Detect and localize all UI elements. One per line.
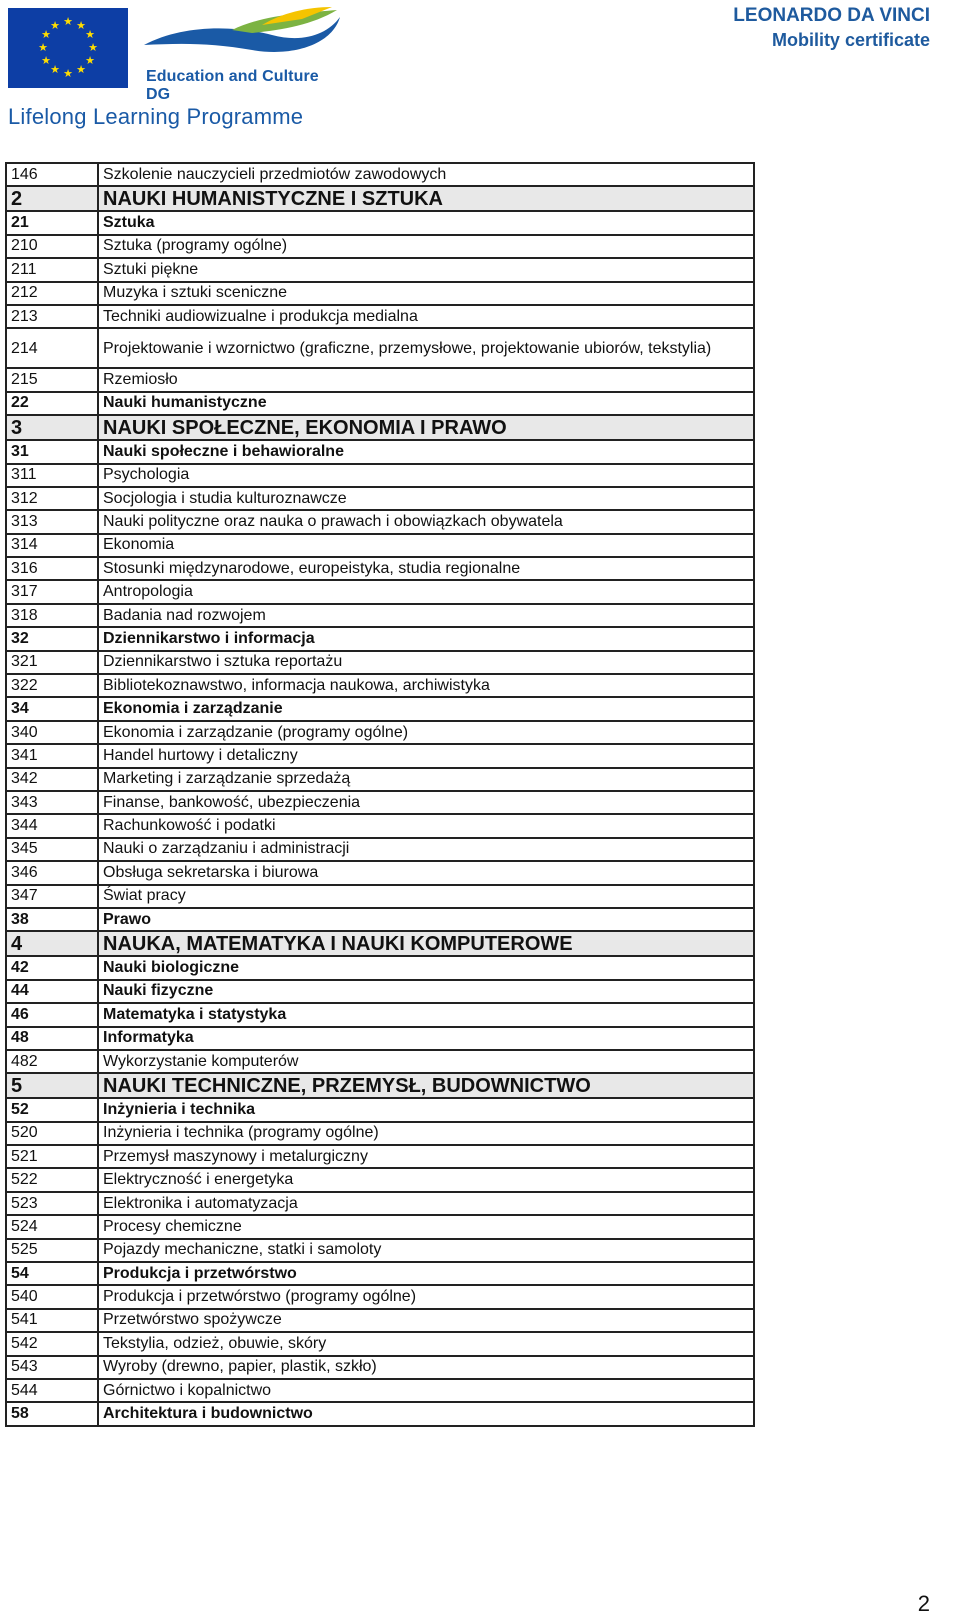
- row-code: 524: [6, 1215, 98, 1238]
- row-code: 344: [6, 814, 98, 837]
- row-label: Górnictwo i kopalnictwo: [98, 1379, 754, 1402]
- table-row: [6, 674, 754, 697]
- table-row: [6, 604, 754, 627]
- row-code: 32: [6, 627, 98, 650]
- table-row: [6, 697, 754, 720]
- row-code: 3: [6, 415, 98, 440]
- table-row: [6, 1050, 754, 1073]
- table-row: [6, 791, 754, 814]
- row-code: 543: [6, 1356, 98, 1379]
- certificate-title: [733, 4, 930, 52]
- row-label: Socjologia i studia kulturoznawcze: [98, 487, 754, 510]
- row-code: 22: [6, 392, 98, 415]
- row-code: 5: [6, 1073, 98, 1098]
- table-body: [6, 163, 754, 1426]
- table-row: [6, 1332, 754, 1355]
- row-label: Pojazdy mechaniczne, statki i samoloty: [98, 1239, 754, 1262]
- row-code: 4: [6, 931, 98, 956]
- table-row: [6, 1098, 754, 1121]
- row-label: Matematyka i statystyka: [98, 1003, 754, 1026]
- llp-label: Lifelong Learning Programme: [8, 104, 304, 129]
- table-row: [6, 557, 754, 580]
- table-row: [6, 510, 754, 533]
- row-code: 2: [6, 186, 98, 211]
- table-row: [6, 392, 754, 415]
- row-code: 541: [6, 1309, 98, 1332]
- table-row: [6, 1309, 754, 1332]
- row-label: Wyroby (drewno, papier, plastik, szkło): [98, 1356, 754, 1379]
- svg-text:★: ★: [50, 63, 60, 76]
- row-label: Rachunkowość i podatki: [98, 814, 754, 837]
- row-code: 482: [6, 1050, 98, 1073]
- row-label: Stosunki międzynarodowe, europeistyka, studia regionalne: [98, 557, 754, 580]
- row-label: Szkolenie nauczycieli przedmiotów zawodowych: [98, 163, 754, 186]
- row-label: Ekonomia i zarządzanie (programy ogólne): [98, 721, 754, 744]
- row-code: 520: [6, 1122, 98, 1145]
- table-row: [6, 415, 754, 440]
- table-row: [6, 1003, 754, 1026]
- row-code: 314: [6, 534, 98, 557]
- row-code: 525: [6, 1239, 98, 1262]
- eu-flag-icon: [8, 8, 128, 88]
- row-code: 42: [6, 956, 98, 979]
- eu-llp-logo: [0, 0, 345, 140]
- table-row: [6, 885, 754, 908]
- row-label: Projektowanie i wzornictwo (graficzne, przemysłowe, projektowanie ubiorów, tekstylia): [98, 328, 754, 368]
- svg-text:★: ★: [88, 41, 98, 54]
- row-label: Produkcja i przetwórstwo: [98, 1262, 754, 1285]
- cert-line-2: Mobility certificate: [771, 30, 930, 50]
- row-label: Architektura i budownictwo: [98, 1402, 754, 1425]
- row-code: 342: [6, 768, 98, 791]
- row-code: 58: [6, 1402, 98, 1425]
- row-code: 44: [6, 980, 98, 1003]
- table-row: [6, 931, 754, 956]
- row-label: Nauki społeczne i behawioralne: [98, 440, 754, 463]
- table-row: [6, 908, 754, 931]
- row-code: 52: [6, 1098, 98, 1121]
- row-label: Finanse, bankowość, ubezpieczenia: [98, 791, 754, 814]
- row-label: Elektronika i automatyzacja: [98, 1192, 754, 1215]
- row-label: Sztuka (programy ogólne): [98, 235, 754, 258]
- row-label: Muzyka i sztuki sceniczne: [98, 282, 754, 305]
- row-label: Inżynieria i technika (programy ogólne): [98, 1122, 754, 1145]
- row-code: 321: [6, 651, 98, 674]
- row-label: Procesy chemiczne: [98, 1215, 754, 1238]
- table-row: [6, 440, 754, 463]
- row-label: Dziennikarstwo i informacja: [98, 627, 754, 650]
- row-label: Elektryczność i energetyka: [98, 1168, 754, 1191]
- svg-text:★: ★: [41, 28, 51, 41]
- table-row: [6, 258, 754, 281]
- row-label: Nauki biologiczne: [98, 956, 754, 979]
- table-row: [6, 651, 754, 674]
- row-code: 46: [6, 1003, 98, 1026]
- row-code: 346: [6, 861, 98, 884]
- cert-line-1: LEONARDO DA VINCI: [733, 5, 930, 26]
- row-code: 21: [6, 211, 98, 234]
- row-label: NAUKA, MATEMATYKA I NAUKI KOMPUTEROWE: [98, 931, 754, 956]
- table-row: [6, 980, 754, 1003]
- row-label: Marketing i zarządzanie sprzedażą: [98, 768, 754, 791]
- table-row: [6, 328, 754, 368]
- table-row: [6, 163, 754, 186]
- row-code: 213: [6, 305, 98, 328]
- svg-text:★: ★: [38, 41, 48, 54]
- row-label: Sztuka: [98, 211, 754, 234]
- table-row: [6, 464, 754, 487]
- svg-text:★: ★: [85, 54, 95, 67]
- row-code: 312: [6, 487, 98, 510]
- row-code: 34: [6, 697, 98, 720]
- row-label: Prawo: [98, 908, 754, 931]
- row-label: Przemysł maszynowy i metalurgiczny: [98, 1145, 754, 1168]
- table-row: [6, 186, 754, 211]
- table-row: [6, 744, 754, 767]
- svg-text:★: ★: [76, 63, 86, 76]
- row-label: Tekstylia, odzież, obuwie, skóry: [98, 1332, 754, 1355]
- table-row: [6, 368, 754, 391]
- row-code: 340: [6, 721, 98, 744]
- table-row: [6, 1285, 754, 1308]
- table-row: [6, 1073, 754, 1098]
- table-row: [6, 487, 754, 510]
- row-code: 311: [6, 464, 98, 487]
- row-label: NAUKI SPOŁECZNE, EKONOMIA I PRAWO: [98, 415, 754, 440]
- row-code: 211: [6, 258, 98, 281]
- row-code: 313: [6, 510, 98, 533]
- row-code: 54: [6, 1262, 98, 1285]
- table-row: [6, 1122, 754, 1145]
- table-row: [6, 1027, 754, 1050]
- table-row: [6, 956, 754, 979]
- row-label: Rzemiosło: [98, 368, 754, 391]
- row-label: Nauki fizyczne: [98, 980, 754, 1003]
- table-row: [6, 627, 754, 650]
- table-row: [6, 1379, 754, 1402]
- row-code: 48: [6, 1027, 98, 1050]
- row-code: 318: [6, 604, 98, 627]
- row-code: 212: [6, 282, 98, 305]
- table-row: [6, 1168, 754, 1191]
- svg-text:★: ★: [85, 28, 95, 41]
- row-label: Dziennikarstwo i sztuka reportażu: [98, 651, 754, 674]
- row-code: 317: [6, 580, 98, 603]
- row-code: 522: [6, 1168, 98, 1191]
- row-label: Bibliotekoznawstwo, informacja naukowa, archiwistyka: [98, 674, 754, 697]
- table-row: [6, 211, 754, 234]
- row-label: Nauki o zarządzaniu i administracji: [98, 838, 754, 861]
- svg-text:★: ★: [41, 54, 51, 67]
- table-row: [6, 1239, 754, 1262]
- row-code: 146: [6, 163, 98, 186]
- row-label: Antropologia: [98, 580, 754, 603]
- table-row: [6, 838, 754, 861]
- row-code: 38: [6, 908, 98, 931]
- eu-stars-icon: [8, 8, 128, 88]
- isced-codes-table: [5, 162, 755, 1427]
- table-row: [6, 1145, 754, 1168]
- table-row: [6, 721, 754, 744]
- table-row: [6, 1262, 754, 1285]
- dg-swoosh-icon: [142, 5, 342, 65]
- table-row: [6, 814, 754, 837]
- row-label: Ekonomia i zarządzanie: [98, 697, 754, 720]
- row-label: Handel hurtowy i detaliczny: [98, 744, 754, 767]
- svg-text:★: ★: [76, 19, 86, 32]
- row-code: 210: [6, 235, 98, 258]
- row-label: Świat pracy: [98, 885, 754, 908]
- table-row: [6, 534, 754, 557]
- row-label: Obsługa sekretarska i biurowa: [98, 861, 754, 884]
- row-code: 316: [6, 557, 98, 580]
- row-label: Psychologia: [98, 464, 754, 487]
- table-row: [6, 580, 754, 603]
- row-label: Sztuki piękne: [98, 258, 754, 281]
- svg-text:★: ★: [63, 15, 73, 28]
- row-code: 521: [6, 1145, 98, 1168]
- row-label: Ekonomia: [98, 534, 754, 557]
- table-row: [6, 305, 754, 328]
- row-code: 523: [6, 1192, 98, 1215]
- table-row: [6, 1356, 754, 1379]
- table-row: [6, 282, 754, 305]
- dg-label: Education and Culture DG: [146, 68, 319, 103]
- table-row: [6, 1215, 754, 1238]
- row-label: NAUKI HUMANISTYCZNE I SZTUKA: [98, 186, 754, 211]
- table-row: [6, 1192, 754, 1215]
- row-label: Nauki humanistyczne: [98, 392, 754, 415]
- row-label: NAUKI TECHNICZNE, PRZEMYSŁ, BUDOWNICTWO: [98, 1073, 754, 1098]
- row-label: Wykorzystanie komputerów: [98, 1050, 754, 1073]
- table-row: [6, 1402, 754, 1425]
- row-code: 343: [6, 791, 98, 814]
- row-code: 31: [6, 440, 98, 463]
- row-label: Produkcja i przetwórstwo (programy ogólne): [98, 1285, 754, 1308]
- row-code: 347: [6, 885, 98, 908]
- table-row: [6, 861, 754, 884]
- row-label: Inżynieria i technika: [98, 1098, 754, 1121]
- row-code: 542: [6, 1332, 98, 1355]
- row-label: Badania nad rozwojem: [98, 604, 754, 627]
- row-label: Techniki audiowizualne i produkcja medialna: [98, 305, 754, 328]
- row-code: 214: [6, 328, 98, 368]
- page-number: 2: [917, 1591, 930, 1616]
- row-label: Przetwórstwo spożywcze: [98, 1309, 754, 1332]
- row-label: Informatyka: [98, 1027, 754, 1050]
- row-code: 215: [6, 368, 98, 391]
- svg-text:★: ★: [63, 67, 73, 80]
- row-code: 544: [6, 1379, 98, 1402]
- row-code: 322: [6, 674, 98, 697]
- table-row: [6, 768, 754, 791]
- row-code: 345: [6, 838, 98, 861]
- svg-text:★: ★: [50, 19, 60, 32]
- row-code: 341: [6, 744, 98, 767]
- table-row: [6, 235, 754, 258]
- row-code: 540: [6, 1285, 98, 1308]
- row-label: Nauki polityczne oraz nauka o prawach i obowiązkach obywatela: [98, 510, 754, 533]
